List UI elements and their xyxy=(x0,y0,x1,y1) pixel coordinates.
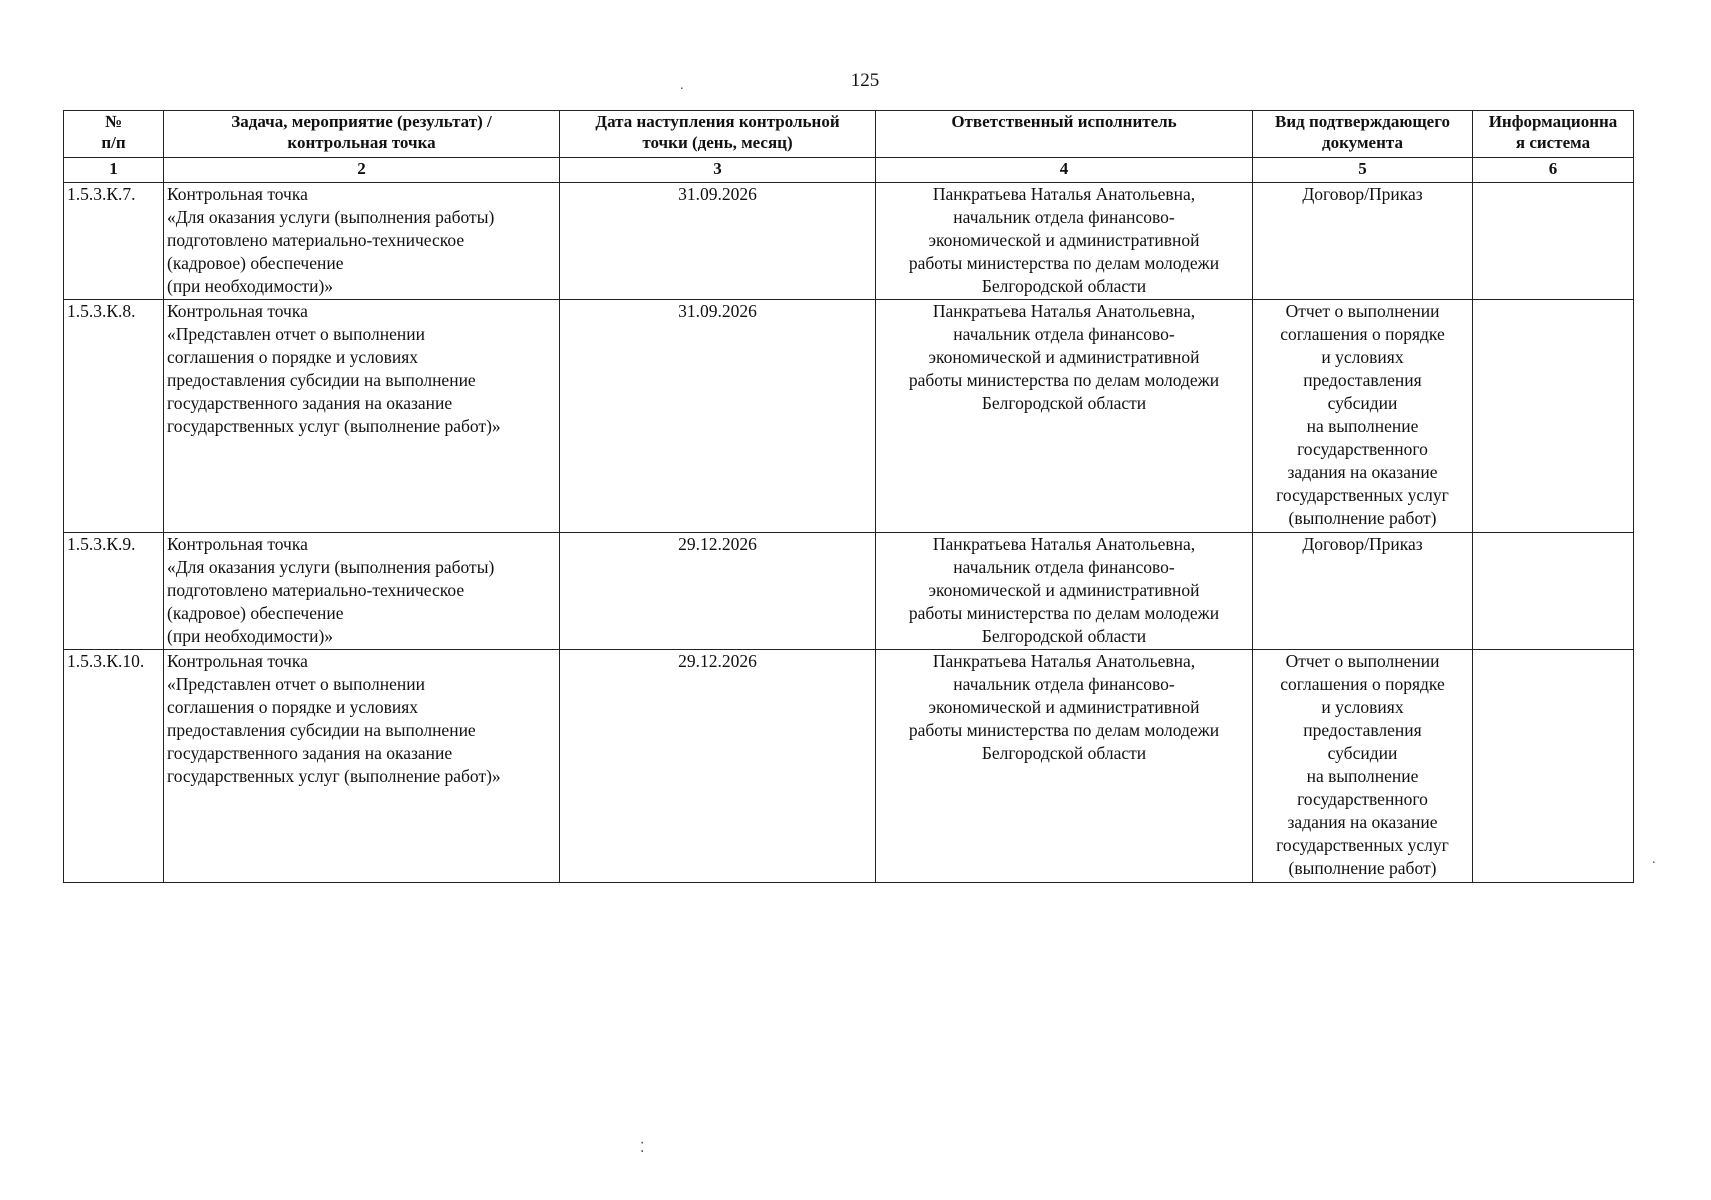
column-number: 1 xyxy=(64,158,164,183)
page-number: 125 xyxy=(850,70,880,91)
header-document: Вид подтверждающего документа xyxy=(1253,111,1473,158)
table-row xyxy=(64,300,1634,533)
row-system xyxy=(1473,650,1634,883)
row-responsible: Панкратьева Наталья Анатольевна, начальник отдела финансово- экономической и административной работы министерства по делам молодежи Белгородской области xyxy=(876,650,1253,883)
row-task: Контрольная точка «Для оказания услуги (выполнения работы) подготовлено материально-техническое (кадровое) обеспечение (при необходимости)» xyxy=(164,183,560,300)
control-points-table xyxy=(63,110,1634,883)
column-number: 4 xyxy=(876,158,1253,183)
row-date: 31.09.2026 xyxy=(560,300,876,533)
header-responsible: Ответственный исполнитель xyxy=(876,111,1253,158)
row-number: 1.5.3.К.10. xyxy=(64,650,164,883)
column-number: 2 xyxy=(164,158,560,183)
row-document: Отчет о выполнении соглашения о порядке и условиях предоставления субсидии на выполнение государственного задания на оказание государственных услуг (выполнение работ) xyxy=(1253,300,1473,533)
row-number: 1.5.3.К.9. xyxy=(64,533,164,650)
column-number: 6 xyxy=(1473,158,1634,183)
row-document: Договор/Приказ xyxy=(1253,183,1473,300)
row-task: Контрольная точка «Для оказания услуги (выполнения работы) подготовлено материально-техническое (кадровое) обеспечение (при необходимости)» xyxy=(164,533,560,650)
row-number: 1.5.3.К.8. xyxy=(64,300,164,533)
column-number: 5 xyxy=(1253,158,1473,183)
row-task: Контрольная точка «Представлен отчет о выполнении соглашения о порядке и условиях предоставления субсидии на выполнение государственного задания на оказание государственных услуг (выполнение работ)» xyxy=(164,650,560,883)
row-date: 31.09.2026 xyxy=(560,183,876,300)
table-row xyxy=(64,183,1634,300)
row-document: Отчет о выполнении соглашения о порядке и условиях предоставления субсидии на выполнение государственного задания на оказание государственных услуг (выполнение работ) xyxy=(1253,650,1473,883)
header-task: Задача, мероприятие (результат) / контрольная точка xyxy=(164,111,560,158)
header-number: № п/п xyxy=(64,111,164,158)
scan-speck: . xyxy=(680,78,684,93)
table-row xyxy=(64,533,1634,650)
row-responsible: Панкратьева Наталья Анатольевна, начальник отдела финансово- экономической и административной работы министерства по делам молодежи Белгородской области xyxy=(876,533,1253,650)
scan-speck: ⁚ xyxy=(640,1141,645,1156)
row-date: 29.12.2026 xyxy=(560,650,876,883)
table-row xyxy=(64,650,1634,883)
column-number: 3 xyxy=(560,158,876,183)
row-number: 1.5.3.К.7. xyxy=(64,183,164,300)
column-number-row xyxy=(64,158,1634,183)
header-date: Дата наступления контрольной точки (день, месяц) xyxy=(560,111,876,158)
row-date: 29.12.2026 xyxy=(560,533,876,650)
table-header-row xyxy=(64,111,1634,158)
row-document: Договор/Приказ xyxy=(1253,533,1473,650)
row-task: Контрольная точка «Представлен отчет о выполнении соглашения о порядке и условиях предоставления субсидии на выполнение государственного задания на оказание государственных услуг (выполнение работ)» xyxy=(164,300,560,533)
row-responsible: Панкратьева Наталья Анатольевна, начальник отдела финансово- экономической и административной работы министерства по делам молодежи Белгородской области xyxy=(876,300,1253,533)
row-system xyxy=(1473,533,1634,650)
header-system: Информационна я система xyxy=(1473,111,1634,158)
scan-speck: . xyxy=(1652,852,1656,867)
row-responsible: Панкратьева Наталья Анатольевна, начальник отдела финансово- экономической и административной работы министерства по делам молодежи Белгородской области xyxy=(876,183,1253,300)
row-system xyxy=(1473,300,1634,533)
row-system xyxy=(1473,183,1634,300)
